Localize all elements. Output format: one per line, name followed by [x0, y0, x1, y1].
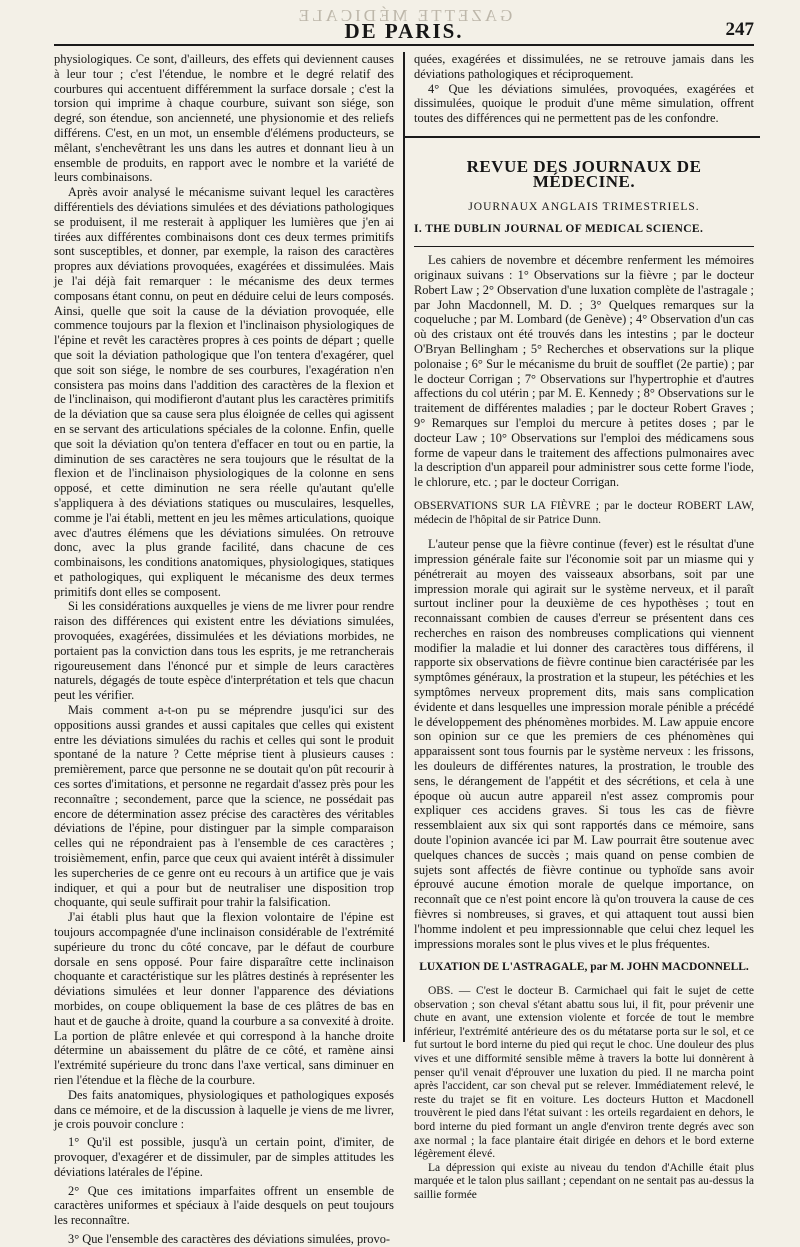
paragraph: OBS. — C'est le docteur B. Carmichael qui fait le sujet de cette observation ; son cheval s'étant abattu sous lui, il fit, pour prévenir une chute en avant, une extension violente et forcée de tout le membre inférieur, l'extrémité antérieure des os du métatarse porta sur le sol, et ce fut surtout le bord interne du pied qui reçut le choc. Une douleur des plus vives et une difformité sensible même à travers la botte lui donnèrent à penser qu'il venait d'éprouver une luxation du pied. Il ne marcha point après l'accident, car son cheval put se relever. Immédiatement relevé, le reste du trajet se fit en voiture. Les docteurs Hutton et Macdonell trouvèrent le pied dans l'état suivant : les orteils regardaient en dehors, le bord interne du pied formant un angle d'environ trente degrés avec son axe normal ; la face plantaire était dirigée en dehors et le bord externe légèrement élevé.: [414, 985, 754, 1161]
article-heading: OBSERVATIONS SUR LA FIÈVRE ; par le docteur ROBERT LAW, médecin de l'hôpital de sir Patrice Dunn.: [414, 499, 754, 526]
right-column: [403, 52, 754, 1201]
list-item: 3° Que l'ensemble des caractères des déviations simulées, provo-: [68, 1231, 391, 1246]
paragraph: 4° Que les déviations simulées, provoquées, exagérées et dissimulées, quoique le produit d'une même simulation, offrent toutes des différences qui ne permettent pas de les confondre.: [414, 81, 754, 126]
page-header: [54, 0, 754, 46]
paragraph: Des faits anatomiques, physiologiques et pathologiques exposés dans ce mémoire, et de la discussion à laquelle je viens de me livrer, je crois pouvoir conclure :: [54, 1087, 394, 1132]
article-heading: LUXATION DE L'ASTRAGALE, par M. JOHN MACDONNELL.: [419, 961, 749, 974]
paragraph: quées, exagérées et dissimulées, ne se retrouve jamais dans les déviations pathologiques et réciproquement.: [414, 52, 754, 81]
two-column-body: [54, 52, 754, 1246]
section-subtitle: JOURNAUX ANGLAIS TRIMESTRIELS.: [468, 200, 700, 213]
heading-rule: [414, 246, 754, 247]
conclusions-list: [54, 1135, 394, 1247]
paragraph: Si les considérations auxquelles je viens de me livrer pour rendre raison des différences qui existent entre les déviations simulées, provoquées, exagérées, dissimulées et les déviations morbides, ne portaient pas la conviction dans tous les esprits, je me retrancherais rigoureusement dans l'énoncé pur et simple de leurs caractères naturels, dégagés de toute espèce d'interprétation et tels que chacun peut les vérifier.: [54, 599, 394, 703]
page-number: 247: [725, 19, 754, 40]
list-item: 1° Qu'il est possible, jusqu'à un certain point, d'imiter, de provoquer, d'exagérer et de dissimuler, par de simples attitudes les déviations latérales de l'épine.: [54, 1135, 394, 1179]
journal-heading: I. THE DUBLIN JOURNAL OF MEDICAL SCIENCE.: [414, 223, 704, 236]
list-item: 2° Que ces imitations imparfaites offrent un ensemble de caractères uniformes et spéciaux à l'aide desquels on peut toujours les reconnaître.: [54, 1183, 394, 1228]
section-divider: [405, 136, 760, 138]
paragraph: Après avoir analysé le mécanisme suivant lequel les caractères différentiels des déviations simulées et des déviations pathologiques se produisent, il me resterait à appliquer les lumières que j'en ai tirées aux différentes combinaisons dont ces deux termes primitifs sont susceptibles, et donner, par exemple, la raison des caractères propres aux déviations provoquées, exagérées et dissimulées. Mais je l'ai déjà fait remarquer : le mécanisme des deux termes composans étant connu, on peut en déduire celui de leurs composés. Ainsi, quelle que soit la cause de la déviation provoquée, elle commence toujours par la flexion et l'inclinaison physiologiques de l'épine et revêt les caractères propres à ces points de départ ; quelle que soit la déviation pathologique que l'on tentera d'exagérer, quel que soit son siége, le nombre de ses courbures, l'exagération n'en consistera pas moins dans l'addition des caractères de la flexion et de l'inclinaison, qui modifieront d'autant plus les caractères primitifs de la déviation que sa cause sera plus éloignée de celles qui agissent en se servant des articulations spéciales de la colonne. Enfin, quelle que soit la déviation qu'on tentera d'effacer en tout ou en partie, la diminution de ses caractères ne sera toujours que le résultat de la flexion et de l'inclinaison physiologiques de la colonne en sens opposé, et cette diminution ne sera réelle qu'autant qu'elle s'appliquera à des déviations statiques ou musculaires, lesquelles, comme je l'ai établi, mettent en jeu les mêmes articulations, quoique avec d'autres élémens que les déviations simulées. On retrouve donc, avec la plus grande facilité, dans chacune de ces combinaisons, les conditions anatomiques, physiologiques, statiques et pathologiques, qui expliquent le mécanisme des deux termes primitifs dont elles se composent.: [54, 185, 394, 599]
paragraph: J'ai établi plus haut que la flexion volontaire de l'épine est toujours accompagnée d'une inclinaison considérable de l'extrémité supérieure du tronc du côté concave, par le défaut de courbure dorsale en sens opposé. Pour faire disparaître cette inclinaison choquante et caractéristique sur les plâtres destinés à représenter les déviations simulées et leur donner l'apparence des déviations morbides, on coupe obliquement la base de ces plâtres de bas en haut et de gauche à droite, quand la courbure a sa convexité à droite. La portion de plâtre enlevée et qui correspond à la hanche droite détermine un abaissement du plâtre de ce côté, et ramène ainsi l'extrémité supérieure du tronc dans l'axe vertical, sans diminuer en rien l'étendue et la flèche de la courbure.: [54, 910, 394, 1087]
left-column: [54, 52, 403, 1246]
bleed-through-text: GAZETTE MÉDICALE: [295, 6, 513, 25]
running-title: DE PARIS.: [344, 19, 464, 43]
section-title: REVUE DES JOURNAUX DE MÉDECINE.: [466, 156, 702, 191]
paragraph: L'auteur pense que la fièvre continue (fever) est le résultat d'une impression générale faite sur l'économie soit par un miasme qui y pénétrerait au moyen des vaisseaux absorbans, soit par une impression morale qui agirait sur le système nerveux, et il paraît surtout incliner pour la deuxième de ces hypothèses ; tout en reconnaissant combien de causes d'erreur se présentent dans ces recherches en raison des nombreuses complications qui viennent modifier la maladie et lui donner des caractères tous différens, il rapporte six observations de fièvre continue bien caractérisée par les symptômes généraux, la prostration et la stupeur, les pétéchies et les symptômes nerveux proprement dits, mais sans complication évidente et dans lesquelles une impression morale pénible a précédé le développement des phénomènes morbides. M. Law appuie encore son opinion sur ce que les premiers de ces phénomènes qui apparaissent sont tous fournis par le système nerveux : les frissons, les douleurs de différentes natures, la prostration, le trouble des sens, le dérangement de l'appétit et des sécrétions, et cela à une époque où aucun autre appareil n'est assez compromis pour expliquer ces accidens graves. Si tous les cas de fièvre ressemblaient aux six qui sont rapportés dans ce mémoire, sans doute l'opinion avancée ici par M. Law pourrait être soutenue avec quelques chances de succès ; mais quand on pense combien de sujets sont affectés de fièvre continue ou typhoïde sans avoir éprouvé aucune émotion morale de quelque importance, on reconnaît que ce n'est point encore là qu'on trouvera la cause de ces fièvres si nombreuses, si graves, et qui attaquent tout aussi bien l'homme indolent et peu impressionnable que celui chez lequel les impressions morales sont le plus vives et le plus fréquentes.: [414, 537, 754, 951]
paragraph: La dépression qui existe au niveau du tendon d'Achille était plus marquée et le talon plus saillant ; cependant on ne sentait pas au-dessus la saillie formée: [414, 1161, 754, 1201]
paragraph: Les cahiers de novembre et décembre renferment les mémoires originaux suivans : 1° Observations sur la fièvre ; par le docteur Robert Law ; 2° Observation d'une luxation complète de l'astragale ; par John Macdonnell, M. D. ; 3° Quelques remarques sur la coqueluche ; par M. Lombard (de Genève) ; 4° Observation d'un cas où des cristaux ont été trouvés dans les intestins ; par le docteur O'Bryan Bellingham ; 5° Recherches et observations sur la plique polonaise ; 6° Sur le mécanisme du bruit de soufflet (2e partie) ; par le docteur Corrigan ; 7° Observations sur l'hypertrophie et d'autres affections du col utérin ; par M. E. Kennedy ; 8° Observations sur le traitement de différentes maladies ; par le docteur Robert Graves ; 9° Remarques sur l'emploi du mercure à petites doses ; par le docteur Law ; 10° Observations sur l'emploi des médicamens sous forme de vapeur dans le traitement des affections pulmonaires avec la description d'un appareil pour administrer sous cette forme l'iode, le chlorure, etc. ; par le docteur Corrigan.: [414, 253, 754, 490]
paragraph: Mais comment a-t-on pu se méprendre jusqu'ici sur des oppositions aussi grandes et aussi capitales que celles qui existent entre les déviations simulées du rachis et celles qui sont le produit spontané de la nature ? Cette méprise tient à plusieurs causes : premièrement, parce que personne ne se doutait qu'on pût recourir à ces sortes d'imitations, et personne ne regardait d'assez près pour les reconnaître ; secondement, parce que la science, ne possédait pas encore de détermination assez précise des caractères des véritables déviations de l'épine, pour distinguer par la simple comparaison celles qui ne répondraient pas à l'ensemble de ces caractères ; troisièmement, enfin, parce que ceux qui avaient intérêt à dissimuler les supercheries de ce genre ont eu recours à un artifice que je vais indiquer, et qui a pour but de neutraliser une disposition trop choquante, qui seule suffirait pour trahir la falsification.: [54, 703, 394, 910]
paragraph: physiologiques. Ce sont, d'ailleurs, des effets qui deviennent causes à leur tour ; c'est l'étendue, le nombre et le degré relatif des courbures qui accentuent différemment la surface dorsale ; c'est la torsion qui imprime à chaque courbure, suivant son siége, son degré, son étendue, son ancienneté, une physionomie et des reliefs différens. C'est, en un mot, un ensemble d'élémens producteurs, se mêlant, s'enchevêtrant les uns dans les autres et donnant lieu à un ensemble de produits, en rapport avec le nombre et la variété de leurs combinaisons.: [54, 52, 394, 185]
